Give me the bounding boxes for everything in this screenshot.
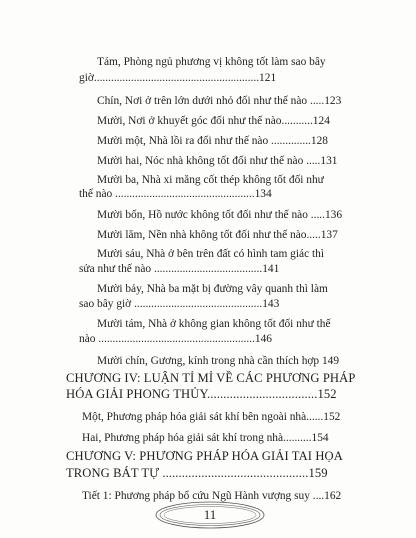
toc-entry-thirteen: Mười ba, Nhà xi măng cốt thép không tốt đối như: [97, 174, 324, 186]
toc-entry-nine: Chín, Nơi ở trên lớn dưới nhỏ đối như thế nào .....123: [97, 95, 342, 107]
chapter-five-title: CHƯƠNG V: PHƯƠNG PHÁP HÓA GIẢI TAI HỌA: [66, 449, 343, 463]
toc-entry-seventeen-page: sao bây giờ .............................................143: [79, 298, 280, 310]
toc-entry-eleven: Mười một, Nhà lồi ra đối như thế nào ..............128: [97, 135, 328, 147]
toc-entry-eighteen: Mười tám, Nhà ở không gian không tốt đối như thế: [97, 318, 331, 330]
page-number: 11: [203, 507, 217, 522]
chapter-four-title: CHƯƠNG IV: LUẬN TỈ MỈ VỀ CÁC PHƯƠNG PHÁP: [66, 371, 356, 385]
toc-entry-nineteen: Mười chín, Gương, kính trong nhà cần thích hợp 149: [97, 355, 340, 367]
toc-entry-fourteen: Mười bốn, Hồ nước không tốt đối như thế nào .....136: [97, 209, 343, 221]
toc-entry-thirteen-page: thế nào .................................................134: [79, 188, 272, 200]
toc-entry-eight-page: giờ..........................................................121: [79, 72, 277, 84]
toc-entry-eighteen-page: nào .......................................................146: [79, 333, 273, 345]
toc-entry-twelve: Mười hai, Nóc nhà không tốt đối như thế nào .....131: [97, 155, 338, 167]
toc-entry-sixteen-page: sửa như thế nào ......................................141: [79, 263, 280, 275]
toc-entry-eight: Tám, Phòng ngủ phương vị không tốt làm sao bây: [97, 56, 326, 68]
toc-entry-sixteen: Mười sáu, Nhà ở bên trên đất có hình tam giác thì: [97, 248, 324, 260]
toc-entry-section-one: Tiết 1: Phương pháp bổ cứu Ngũ Hành vượng suy ....162: [82, 490, 342, 502]
page-number-badge: [154, 500, 266, 530]
toc-entry-chapter4-two: Hai, Phương pháp hóa giải sát khí trong nhà..........154: [82, 432, 329, 444]
chapter-five-title-page: TRONG BÁT TỰ .............................................159: [66, 466, 328, 480]
toc-entry-ten: Mười, Nơi ở khuyết góc đối như thế nào...........124: [97, 115, 330, 127]
chapter-four-title-page: HÓA GIẢI PHONG THỦY..................................152: [66, 387, 337, 401]
toc-entry-chapter4-one: Một, Phương pháp hóa giải sát khí bên ngoài nhà......152: [82, 411, 341, 423]
toc-entry-seventeen: Mười bảy, Nhà ba mặt bị đường vây quanh thì làm: [97, 283, 328, 295]
toc-entry-fifteen: Mười lăm, Nền nhà không tốt đối như thế nào.....137: [97, 229, 338, 241]
